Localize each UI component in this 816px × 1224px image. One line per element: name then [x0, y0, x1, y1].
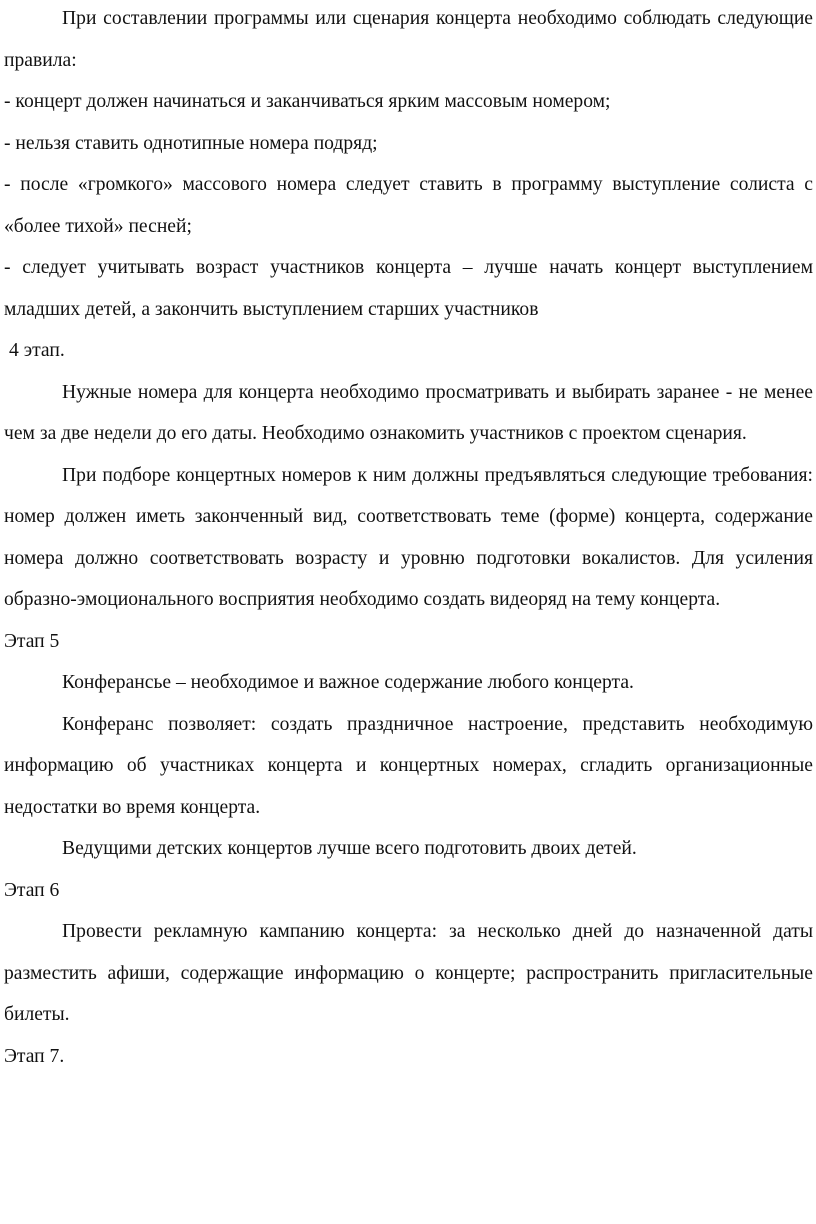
- stage-5-heading: Этап 5: [4, 630, 60, 652]
- rule-item-3: - после «громкого» массового номера следует ставить в программу выступление солиста с «более тихой» песней;: [4, 174, 813, 237]
- paragraph-advertising: Провести рекламную кампанию концерта: за несколько дней до назначенной даты разместить афиши, содержащие информацию о концерте; распространить пригласительные билеты.: [4, 921, 813, 1025]
- paragraph-rules-intro: При составлении программы или сценария концерта необходимо соблюдать следующие правила:: [4, 8, 813, 71]
- paragraph-selection: Нужные номера для концерта необходимо просматривать и выбирать заранее - не менее чем за две недели до его даты. Необходимо ознакомить участников с проектом сценария.: [4, 381, 813, 444]
- stage-7-heading: Этап 7.: [4, 1045, 65, 1067]
- paragraph-hosts: Ведущими детских концертов лучше всего подготовить двоих детей.: [62, 838, 637, 859]
- paragraph-compere-allows: Конферанс позволяет: создать праздничное настроение, представить необходимую информацию об участниках концерта и концертных номерах, сгладить организационные недостатки во время концерта.: [4, 713, 813, 818]
- stage-6-heading: Этап 6: [4, 879, 60, 901]
- paragraph-requirements: При подборе концертных номеров к ним должны предъявляться следующие требования: номер должен иметь законченный вид, соответствовать теме (форме) концерта, содержание номера должно соответствовать возрасту и уровню подготовки вокалистов. Для усиления образно-эмоционального восприятия необходимо создать видеоряд на тему концерта.: [4, 464, 813, 610]
- rule-item-2: - нельзя ставить однотипные номера подряд;: [4, 132, 378, 154]
- rule-item-4: - следует учитывать возраст участников концерта – лучше начать концерт выступлением младших детей, а закончить выступлением старших участников: [4, 257, 813, 320]
- stage-4-heading: 4 этап.: [9, 340, 65, 361]
- rule-item-1: - концерт должен начинаться и заканчиваться ярким массовым номером;: [4, 91, 611, 112]
- paragraph-compere: Конферансье – необходимое и важное содержание любого концерта.: [62, 672, 634, 693]
